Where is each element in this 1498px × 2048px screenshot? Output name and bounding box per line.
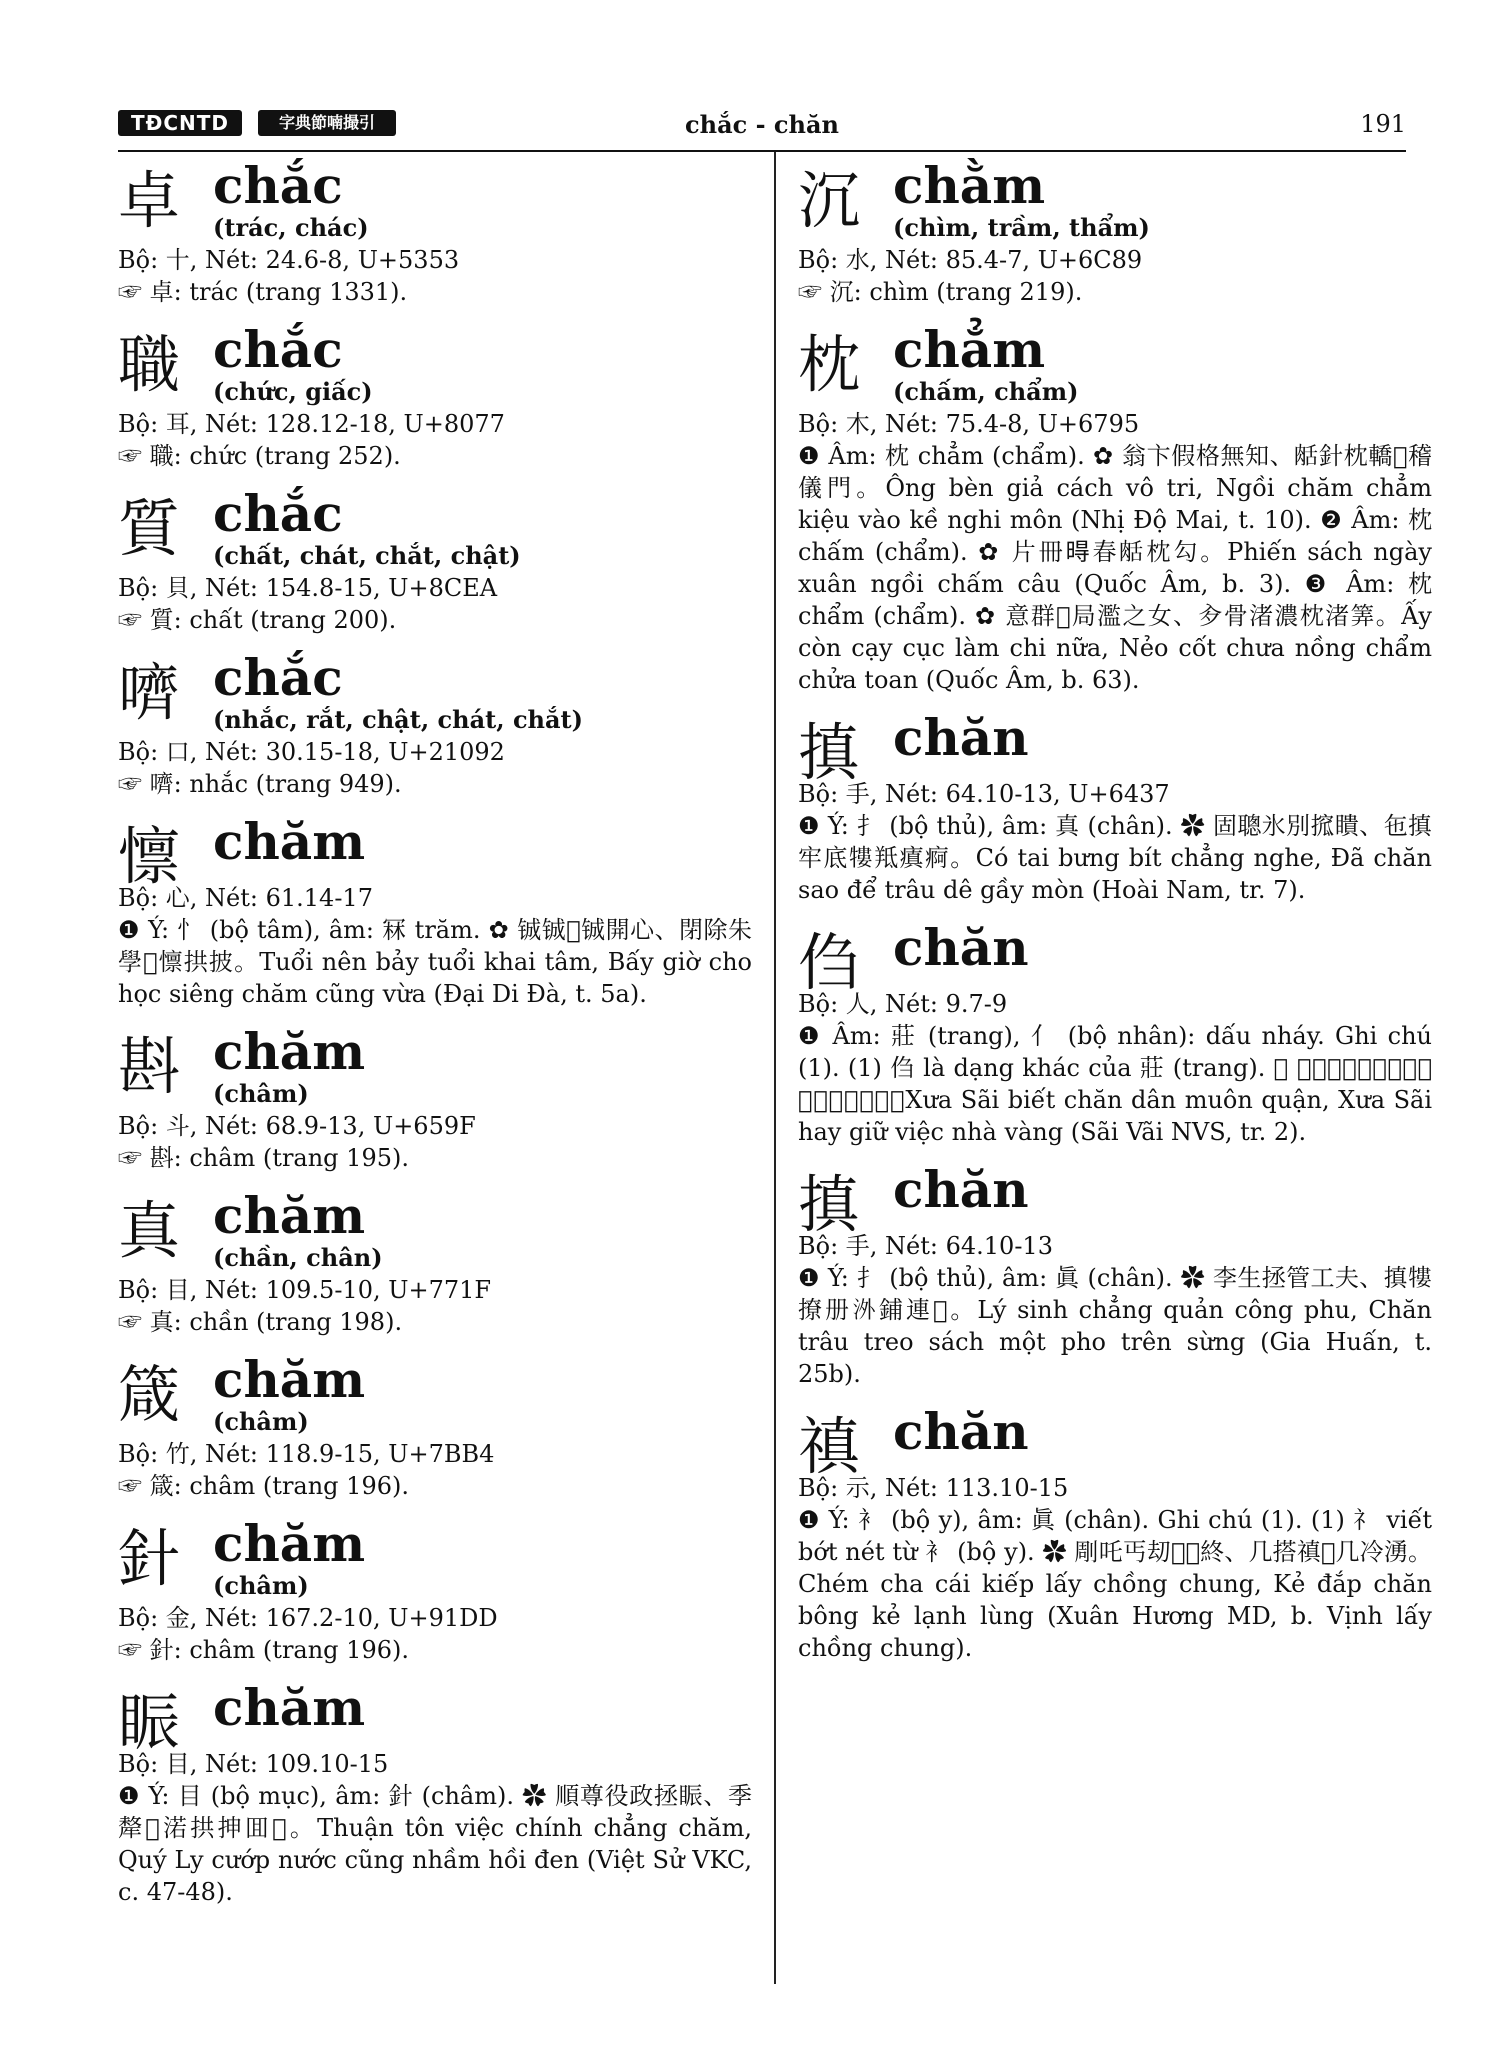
entry-character: 禛 bbox=[798, 1410, 861, 1483]
entry-alternate-readings: (chần, chân) bbox=[213, 1243, 383, 1272]
entry-meta: Bộ: 十, Nét: 24.6-8, U+5353 bbox=[118, 246, 460, 274]
dictionary-entry bbox=[118, 1680, 752, 1908]
entry-character: 真 bbox=[118, 1194, 181, 1267]
entry-definition: ❶ Ý: 扌 (bộ thủ), âm: 眞 (chân). ✿ 李生拯管工夫、搷𤛠撩册𣳢鋪連𧤁。Lý sinh chẳng quản công phu, Chăn trâu treo sách một pho trên sừng (Gia Huấn, t. 25b). bbox=[798, 1264, 1432, 1388]
entry-character: 嚌 bbox=[118, 656, 181, 729]
entry-character: 職 bbox=[118, 328, 181, 401]
entry-head bbox=[798, 1160, 1432, 1241]
entry-alternate-readings: (nhắc, rắt, chật, chát, chắt) bbox=[213, 705, 583, 734]
dictionary-entry bbox=[798, 1162, 1432, 1390]
entry-headword: chăm bbox=[213, 1514, 366, 1573]
entry-cross-reference: ☞ 斟: châm (trang 195). bbox=[118, 1144, 409, 1172]
entry-headword: chăn bbox=[893, 708, 1029, 767]
entry-character: 斟 bbox=[118, 1030, 181, 1103]
entry-headword: chăm bbox=[213, 1678, 366, 1737]
entry-character: 箴 bbox=[118, 1358, 181, 1431]
entry-alternate-readings: (chức, giấc) bbox=[213, 377, 373, 406]
nom-title-badge: 字典節喃撮引 bbox=[258, 110, 396, 136]
entry-meta: Bộ: 示, Nét: 113.10-15 bbox=[798, 1474, 1069, 1502]
entry-character: 質 bbox=[118, 492, 181, 565]
entry-cross-reference: ☞ 真: chần (trang 198). bbox=[118, 1308, 403, 1336]
left-column bbox=[118, 158, 752, 1922]
entry-definition: ❶ Ý: 忄 (bộ tâm), âm: 冧 trăm. ✿ 铖铖𪻟铖開心、閉除朱學𪽬懔拱披。Tuổi nên bảy tuổi khai tâm, Bấy giờ cho học siêng chăm cũng vừa (Đại Di Đà, t. 5a). bbox=[118, 916, 752, 1008]
entry-meta: Bộ: 手, Nét: 64.10-13 bbox=[798, 1232, 1053, 1260]
dictionary-entry bbox=[798, 322, 1432, 696]
entry-cross-reference: ☞ 沉: chìm (trang 219). bbox=[798, 278, 1083, 306]
dictionary-entry bbox=[798, 1404, 1432, 1664]
entry-meta: Bộ: 斗, Nét: 68.9-13, U+659F bbox=[118, 1112, 476, 1140]
entry-definition: ❶ Ý: 扌 (bộ thủ), âm: 真 (chân). ✿ 固聰氷別搲瞶、㐌搷牢底𤛠羝瘨痾。Có tai bưng bít chẳng nghe, Đã chăn sao để trâu dê gầy mòn (Hoài Nam, tr. 7). bbox=[798, 812, 1432, 904]
entry-cross-reference: ☞ 卓: trác (trang 1331). bbox=[118, 278, 408, 306]
dictionary-entry bbox=[118, 1188, 752, 1338]
entry-head bbox=[118, 1678, 752, 1759]
dictionary-entry bbox=[798, 920, 1432, 1148]
entry-character: 沉 bbox=[798, 164, 861, 237]
entry-meta: Bộ: 心, Nét: 61.14-17 bbox=[118, 884, 373, 912]
entry-definition: ❶ Âm: 莊 (trang), 亻 (bộ nhân): dấu nháy. Ghi chú (1). (1) 㑇 là dạng khác của 莊 (trang). ✿ 𠸗仕別㑇民閔䎆、𠸗仕咍鉠役茹鐄。Xưa Sãi biết chăn dân muôn quận, Xưa Sãi hay giữ việc nhà vàng (Sãi Vãi NVS, tr. 2). bbox=[798, 1022, 1432, 1146]
dictionary-entry bbox=[798, 158, 1432, 308]
entry-character: 針 bbox=[118, 1522, 181, 1595]
entry-character: 搷 bbox=[798, 1168, 861, 1241]
entry-headword: chắc bbox=[213, 648, 343, 707]
entry-definition: ❶ Ý: 衤 (bộ y), âm: 眞 (chân). Ghi chú (1). (1) 礻 viết bớt nét từ 衤 (bộ y). ✿ 㓮吒丐刧𥚄𠇍終、几搭禛𦲰几冷湧。Chém cha cái kiếp lấy chồng chung, Kẻ đắp chăn bông kẻ lạnh lùng (Xuân Hương MD, b. Vịnh lấy chồng chung). bbox=[798, 1506, 1432, 1662]
entry-meta: Bộ: 金, Nét: 167.2-10, U+91DD bbox=[118, 1604, 498, 1632]
entry-cross-reference: ☞ 職: chức (trang 252). bbox=[118, 442, 401, 470]
dictionary-entry bbox=[118, 158, 752, 308]
entry-alternate-readings: (châm) bbox=[213, 1571, 309, 1600]
entry-meta: Bộ: 口, Nét: 30.15-18, U+21092 bbox=[118, 738, 505, 766]
entry-alternate-readings: (trác, chác) bbox=[213, 213, 369, 242]
entry-meta: Bộ: 目, Nét: 109.5-10, U+771F bbox=[118, 1276, 492, 1304]
entry-alternate-readings: (chìm, trầm, thẩm) bbox=[893, 213, 1150, 242]
entry-meta: Bộ: 手, Nét: 64.10-13, U+6437 bbox=[798, 780, 1170, 808]
entry-headword: chằm bbox=[893, 156, 1046, 215]
dictionary-entry bbox=[118, 486, 752, 636]
entry-cross-reference: ☞ 針: châm (trang 196). bbox=[118, 1636, 409, 1664]
entry-headword: chăn bbox=[893, 918, 1029, 977]
dictionary-entry bbox=[118, 650, 752, 800]
entry-character: 㑇 bbox=[798, 926, 861, 999]
entry-cross-reference: ☞ 嚌: nhắc (trang 949). bbox=[118, 770, 402, 798]
entry-headword: chăn bbox=[893, 1402, 1029, 1461]
column-divider bbox=[774, 152, 776, 1984]
entry-headword: chắc bbox=[213, 156, 343, 215]
entry-character: 搷 bbox=[798, 716, 861, 789]
dictionary-entry bbox=[798, 710, 1432, 906]
entry-meta: Bộ: 人, Nét: 9.7-9 bbox=[798, 990, 1008, 1018]
entry-alternate-readings: (chất, chát, chắt, chật) bbox=[213, 541, 521, 570]
entry-alternate-readings: (châm) bbox=[213, 1407, 309, 1436]
dictionary-entry bbox=[118, 1516, 752, 1666]
right-column bbox=[798, 158, 1432, 1678]
entry-alternate-readings: (chấm, chẩm) bbox=[893, 377, 1079, 406]
entry-head bbox=[798, 708, 1432, 789]
entry-definition: ❶ Ý: 目 (bộ mục), âm: 針 (châm). ✿ 順尊役政拯䀼、季犛𠛌渃拱抻囬𪒹。Thuận tôn việc chính chẳng chăm, Quý Ly cướp nước cũng nhầm hồi đen (Việt Sử VKC, c. 47-48). bbox=[118, 1782, 752, 1906]
entry-headword: chăn bbox=[893, 1160, 1029, 1219]
entry-character: 䀼 bbox=[118, 1686, 181, 1759]
entry-definition: ❶ Âm: 枕 chẳm (chẩm). ✿ 翁卞假格無知、𦧘針枕轎𠓨稽儀門。Ông bèn giả cách vô tri, Ngồi chăm chẳm kiệu vào kề nghi môn (Nhị Độ Mai, t. 10). ❷ Âm: 枕 chấm (chẩm). ✿ 片冊𣈜春𦧘枕勾。Phiến sách ngày xuân ngồi chấm câu (Quốc Âm, b. 3). ❸ Âm: 枕 chẩm (chẩm). ✿ 意群𢚸局濫之女、㒱骨渚濃枕渚筭。Ấy còn cạy cục làm chi nữa, Nẻo cốt chưa nồng chẩm chửa toan (Quốc Âm, b. 63). bbox=[798, 442, 1432, 694]
entry-headword: chăm bbox=[213, 812, 366, 871]
entry-headword: chăm bbox=[213, 1022, 366, 1081]
entry-headword: chắc bbox=[213, 320, 343, 379]
entry-meta: Bộ: 木, Nét: 75.4-8, U+6795 bbox=[798, 410, 1140, 438]
entry-meta: Bộ: 目, Nét: 109.10-15 bbox=[118, 1750, 389, 1778]
entry-meta: Bộ: 貝, Nét: 154.8-15, U+8CEA bbox=[118, 574, 498, 602]
dictionary-entry bbox=[118, 1352, 752, 1502]
entry-meta: Bộ: 耳, Nét: 128.12-18, U+8077 bbox=[118, 410, 505, 438]
entry-headword: chăm bbox=[213, 1186, 366, 1245]
entry-character: 懔 bbox=[118, 820, 181, 893]
entry-meta: Bộ: 竹, Nét: 118.9-15, U+7BB4 bbox=[118, 1440, 495, 1468]
page-header bbox=[118, 108, 1406, 152]
entry-headword: chẳm bbox=[893, 320, 1046, 379]
entry-head bbox=[798, 1402, 1432, 1483]
entry-cross-reference: ☞ 質: chất (trang 200). bbox=[118, 606, 397, 634]
dictionary-entry bbox=[118, 322, 752, 472]
entry-head bbox=[798, 918, 1432, 999]
entry-cross-reference: ☞ 箴: châm (trang 196). bbox=[118, 1472, 409, 1500]
dictionary-entry bbox=[118, 1024, 752, 1174]
entry-character: 卓 bbox=[118, 164, 181, 237]
logo-badge: TĐCNTD bbox=[118, 110, 242, 136]
entry-character: 枕 bbox=[798, 328, 861, 401]
page-number: 191 bbox=[1360, 110, 1406, 138]
entry-meta: Bộ: 水, Nét: 85.4-7, U+6C89 bbox=[798, 246, 1143, 274]
running-title: chắc - chăn bbox=[685, 110, 839, 139]
dictionary-entry bbox=[118, 814, 752, 1010]
entry-headword: chắc bbox=[213, 484, 343, 543]
entry-alternate-readings: (châm) bbox=[213, 1079, 309, 1108]
entry-headword: chăm bbox=[213, 1350, 366, 1409]
entry-head bbox=[118, 812, 752, 893]
